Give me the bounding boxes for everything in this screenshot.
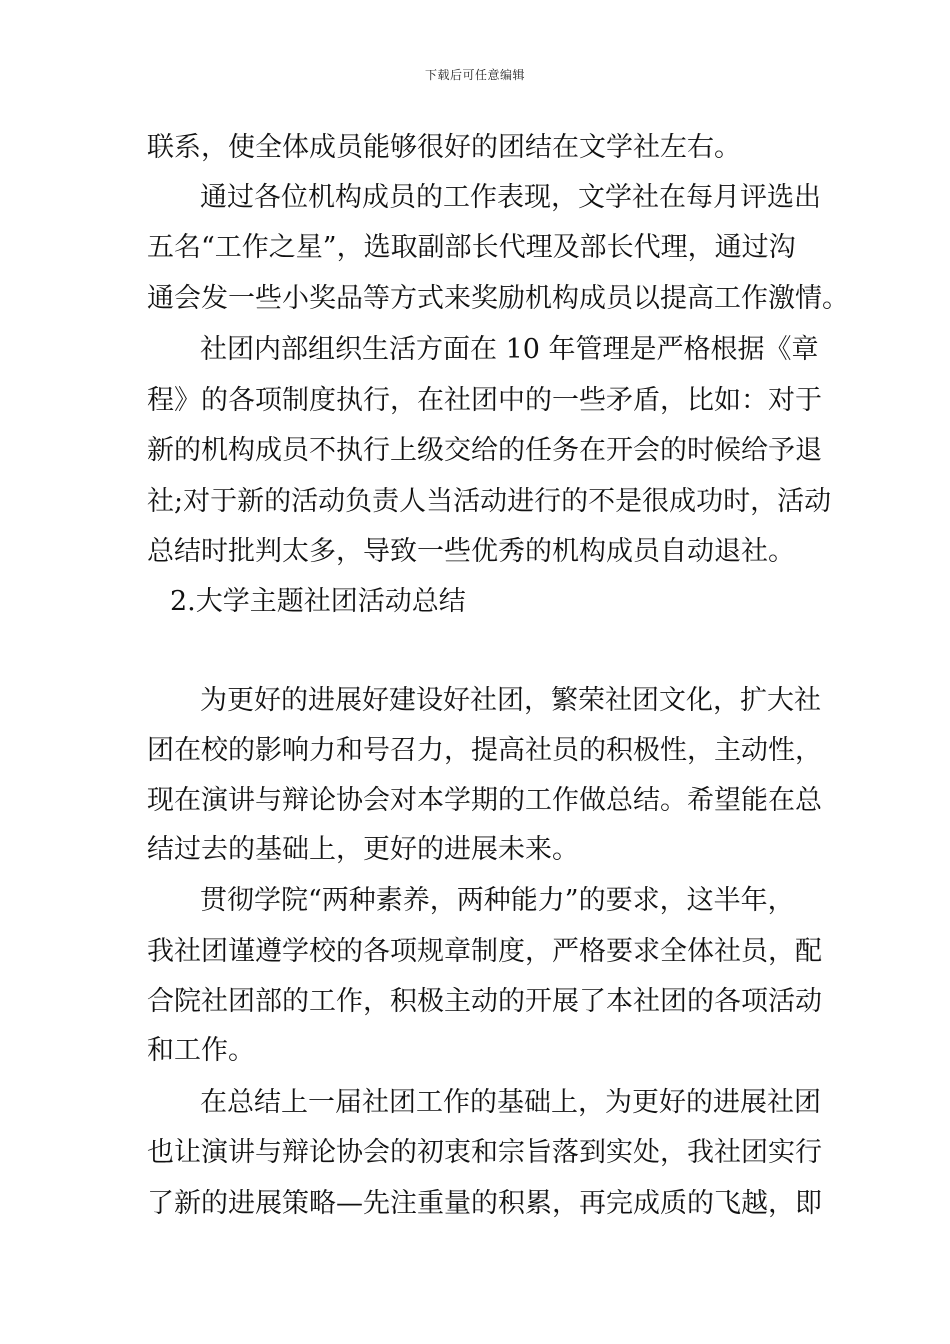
text-line: 通过各位机构成员的工作表现，文学社在每月评选出: [200, 182, 821, 213]
text-line: 了新的进展策略—先注重量的积累，再完成质的飞越，即: [147, 1188, 822, 1219]
text-line: 和工作。: [147, 1035, 255, 1066]
section-heading: 2.大学主题社团活动总结: [170, 586, 466, 617]
text-line: 贯彻学院“两种素养，两种能力”的要求，这半年，: [200, 885, 795, 916]
text-line: 程》的各项制度执行，在社团中的一些矛盾，比如：对于: [147, 385, 822, 416]
text-line: 为更好的进展好建设好社团，繁荣社团文化，扩大社: [200, 685, 821, 716]
text-line: 在总结上一届社团工作的基础上，为更好的进展社团: [200, 1087, 821, 1118]
text-line: 社;对于新的活动负责人当活动进行的不是很成功时，活动: [147, 486, 832, 517]
text-line: 团在校的影响力和号召力，提高社员的积极性，主动性，: [147, 735, 822, 766]
text-line: 我社团谨遵学校的各项规章制度，严格要求全体社员，配: [147, 936, 822, 967]
text-line: 联系，使全体成员能够很好的团结在文学社左右。: [147, 132, 741, 163]
text-line: 新的机构成员不执行上级交给的任务在开会的时候给予退: [147, 435, 822, 466]
text-line: 通会发一些小奖品等方式来奖励机构成员以提高工作激情。: [147, 283, 849, 314]
text-line: 也让演讲与辩论协会的初衷和宗旨落到实处，我社团实行: [147, 1137, 822, 1168]
header-note: 下载后可任意编辑: [424, 68, 525, 82]
text-line: 现在演讲与辩论协会对本学期的工作做总结。希望能在总: [147, 785, 822, 816]
text-line: 五名“工作之星”，选取副部长代理及部长代理，通过沟: [147, 232, 796, 263]
text-line: 总结时批判太多，导致一些优秀的机构成员自动退社。: [147, 536, 795, 567]
text-line: 社团内部组织生活方面在 10 年管理是严格根据《章: [200, 334, 819, 365]
text-line: 合院社团部的工作，积极主动的开展了本社团的各项活动: [147, 986, 822, 1017]
text-line: 结过去的基础上，更好的进展未来。: [147, 834, 579, 865]
